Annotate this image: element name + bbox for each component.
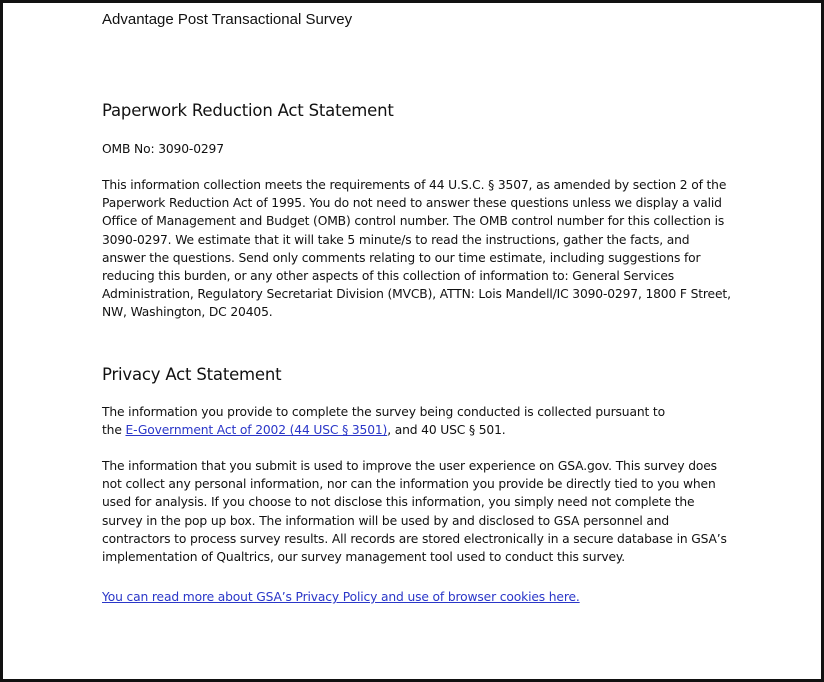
survey-title: Advantage Post Transactional Survey <box>102 11 353 28</box>
text-line: answer the questions. Send only comments relating to our time estimate, including suggestions for <box>102 250 701 265</box>
text: , and 40 USC § 501. <box>387 423 506 438</box>
text-line: 3090-0297. We estimate that it will take 5 minute/s to read the instructions, gather the facts, and <box>102 232 690 247</box>
privacy-paragraph-2 <box>102 457 727 566</box>
text-line: Administration, Regulatory Secretariat Division (MVCB), ATTN: Lois Mandell/IC 3090-0297, 1800 F Street, <box>102 287 731 302</box>
text-line: Office of Management and Budget (OMB) control number. The OMB control number for this collection is <box>102 214 725 229</box>
privacy-paragraph-1 <box>102 403 665 439</box>
text-line: The information that you submit is used to improve the user experience on GSA.gov. This survey does <box>102 459 717 473</box>
text-line: NW, Washington, DC 20405. <box>102 305 273 320</box>
text-line: survey in the pop up box. The information will be used by and disclosed to GSA personnel and <box>102 513 670 528</box>
text: the <box>102 423 126 438</box>
text-line: not collect any personal information, nor can the information you provide be directly tied to you when <box>102 477 716 492</box>
text-line: This information collection meets the requirements of 44 U.S.C. § 3507, as amended by section 2 of the <box>102 178 727 192</box>
text-line: implementation of Qualtrics, our survey management tool used to conduct this survey. <box>102 550 626 565</box>
privacy-policy-link[interactable]: You can read more about GSA’s Privacy Policy and use of browser cookies here. <box>102 590 580 604</box>
text-line <box>102 421 665 439</box>
text-line: reducing this burden, or any other aspects of this collection of information to: General Services <box>102 269 675 284</box>
privacy-heading: Privacy Act Statement <box>102 365 282 384</box>
paperwork-paragraph <box>102 176 731 322</box>
text-line: Paperwork Reduction Act of 1995. You do not need to answer these questions unless we display a valid <box>102 196 722 211</box>
text-line: contractors to process survey results. All records are stored electronically in a secure database in GSA’s <box>102 531 727 546</box>
text-line: used for analysis. If you choose to not disclose this information, you simply need not complete the <box>102 495 695 510</box>
paperwork-heading: Paperwork Reduction Act Statement <box>102 101 394 120</box>
omb-number: OMB No: 3090-0297 <box>102 142 224 156</box>
text-line: The information you provide to complete the survey being conducted is collected pursuant to <box>102 405 665 419</box>
egov-act-link[interactable]: E-Government Act of 2002 (44 USC § 3501) <box>125 423 388 438</box>
document-page <box>3 3 821 679</box>
